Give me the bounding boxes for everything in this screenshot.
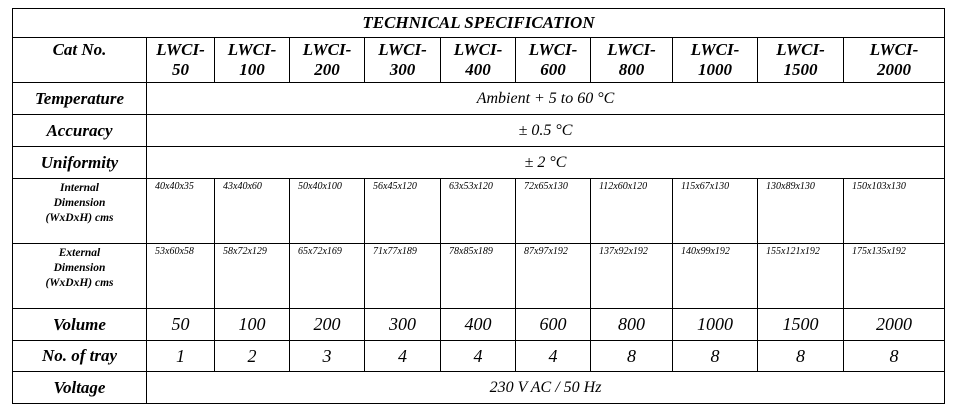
external-dimension-value: 137x92x192 [591,244,673,309]
cat-no-cell [441,38,516,83]
internal-dimension-value: 50x40x100 [290,179,365,244]
cat-no-number: 1000 [698,60,732,79]
cat-no-number: 600 [540,60,566,79]
external-dimension-value: 155x121x192 [758,244,844,309]
cat-no-prefix: LWCI- [528,40,578,59]
title-row [13,9,945,38]
cat-no-number: 1500 [783,60,818,79]
cat-no-cell [147,38,215,83]
internal-dimension-value: 40x40x35 [147,179,215,244]
tray-value: 3 [290,341,365,372]
tray-row [13,341,945,372]
label-line: Internal [60,182,99,194]
cat-no-number: 200 [314,60,340,79]
internal-dimension-label [13,179,147,244]
cat-no-cell [758,38,844,83]
external-dimension-value: 58x72x129 [215,244,290,309]
temperature-label: Temperature [13,83,147,115]
cat-no-number: 100 [239,60,265,79]
internal-dimension-value: 56x45x120 [365,179,441,244]
cat-no-cell [844,38,945,83]
volume-value: 600 [516,309,591,341]
cat-no-prefix: LWCI- [869,40,919,59]
table-title: TECHNICAL SPECIFICATION [13,9,945,38]
cat-no-number: 800 [618,60,645,79]
uniformity-value: ± 2 °C [147,147,945,179]
cat-no-prefix: LWCI- [607,40,656,59]
label-line: External [58,247,101,259]
cat-no-cell [215,38,290,83]
external-dimension-value: 65x72x169 [290,244,365,309]
volume-value: 50 [147,309,215,341]
tray-value: 1 [147,341,215,372]
cat-no-number: 50 [172,60,189,79]
tray-value: 8 [758,341,844,372]
volume-value: 1500 [758,309,844,341]
volume-row [13,309,945,341]
internal-dimension-value: 72x65x130 [516,179,591,244]
cat-no-prefix: LWCI- [776,40,825,59]
internal-dimension-value: 130x89x130 [758,179,844,244]
external-dimension-label [13,244,147,309]
external-dimension-value: 71x77x189 [365,244,441,309]
tray-value: 4 [516,341,591,372]
accuracy-row [13,115,945,147]
temperature-value: Ambient + 5 to 60 °C [147,83,945,115]
tray-value: 8 [844,341,945,372]
accuracy-label: Accuracy [13,115,147,147]
external-dimension-row [13,244,945,309]
cat-no-prefix: LWCI- [302,40,352,59]
external-dimension-value: 175x135x192 [844,244,945,309]
volume-value: 2000 [844,309,945,341]
volume-label: Volume [13,309,147,341]
tray-value: 8 [673,341,758,372]
external-dimension-value: 53x60x58 [147,244,215,309]
internal-dimension-row [13,179,945,244]
cat-no-prefix: LWCI- [156,40,205,59]
tray-value: 4 [365,341,441,372]
external-dimension-value: 78x85x189 [441,244,516,309]
volume-value: 400 [441,309,516,341]
internal-dimension-value: 115x67x130 [673,179,758,244]
cat-no-cell [365,38,441,83]
cat-no-cell [673,38,758,83]
internal-dimension-value: 63x53x120 [441,179,516,244]
cat-no-cell [290,38,365,83]
label-line: (WxDxH) cms [45,277,114,289]
cat-no-cell [516,38,591,83]
tray-value: 2 [215,341,290,372]
volume-value: 100 [215,309,290,341]
voltage-row [13,372,945,404]
volume-value: 300 [365,309,441,341]
internal-dimension-value: 43x40x60 [215,179,290,244]
external-dimension-value: 140x99x192 [673,244,758,309]
external-dimension-value: 87x97x192 [516,244,591,309]
cat-no-prefix: LWCI- [690,40,740,59]
voltage-label: Voltage [13,372,147,404]
tray-label: No. of tray [13,341,147,372]
cat-no-number: 2000 [877,60,911,79]
voltage-value: 230 V AC / 50 Hz [147,372,945,404]
uniformity-row [13,147,945,179]
technical-specification-table [12,8,945,404]
volume-value: 200 [290,309,365,341]
label-line: (WxDxH) cms [45,212,114,224]
temperature-row [13,83,945,115]
cat-no-prefix: LWCI- [453,40,503,59]
label-line: Dimension [53,197,106,209]
internal-dimension-value: 112x60x120 [591,179,673,244]
label-line: Dimension [53,262,106,274]
volume-value: 1000 [673,309,758,341]
volume-value: 800 [591,309,673,341]
cat-no-row [13,38,945,83]
tray-value: 4 [441,341,516,372]
cat-no-number: 300 [389,60,416,79]
uniformity-label: Uniformity [13,147,147,179]
cat-no-prefix: LWCI- [227,40,277,59]
cat-no-prefix: LWCI- [378,40,427,59]
accuracy-value: ± 0.5 °C [147,115,945,147]
cat-no-number: 400 [465,60,491,79]
cat-no-cell [591,38,673,83]
internal-dimension-value: 150x103x130 [844,179,945,244]
cat-no-label: Cat No. [13,38,147,83]
tray-value: 8 [591,341,673,372]
